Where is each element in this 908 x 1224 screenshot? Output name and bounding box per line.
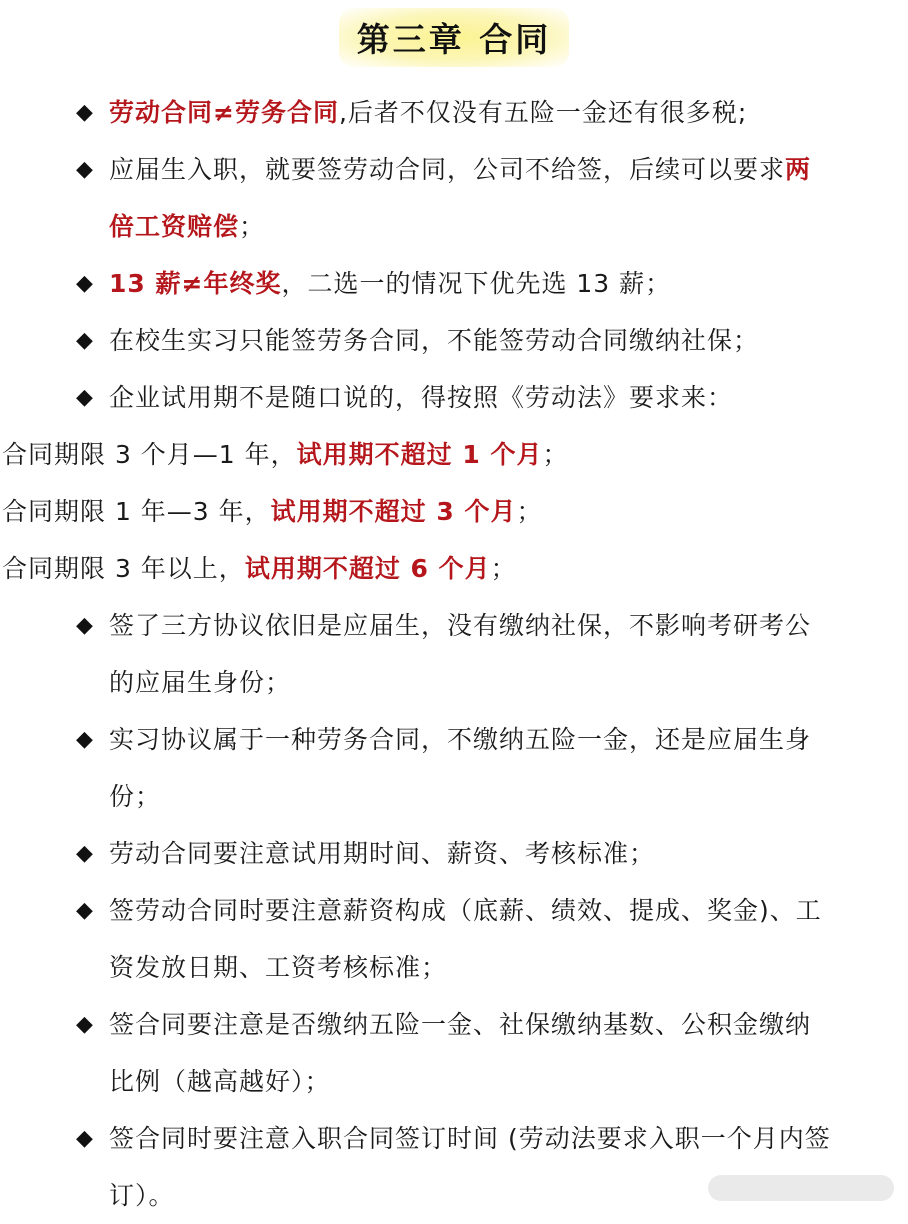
item-text: 企业试用期不是随口说的，得按照《劳动法》要求来：	[109, 383, 734, 412]
item-text: 劳动合同要注意试用期时间、薪资、考核标准；	[109, 839, 656, 868]
list-item	[72, 711, 832, 825]
diamond-bullet-icon: ◆	[76, 1012, 94, 1037]
probation-term: 合同期限 3 个月—1 年，	[2, 440, 297, 469]
content-body	[2, 84, 832, 1224]
probation-rules	[2, 426, 832, 597]
probation-line	[2, 483, 832, 540]
watermark	[708, 1175, 894, 1201]
item-text: 签了三方协议依旧是应届生，没有缴纳社保，不影响考研考公的应届生身份；	[109, 611, 812, 697]
list-item	[72, 1110, 832, 1224]
list-item	[72, 825, 832, 882]
item-text: ；	[239, 212, 266, 241]
list-item	[72, 255, 832, 312]
punctuation: ；	[516, 497, 543, 526]
item-text: 实习协议属于一种劳务合同，不缴纳五险一金，还是应届生身份；	[109, 725, 812, 811]
diamond-bullet-icon: ◆	[76, 613, 94, 638]
list-item	[72, 597, 832, 711]
diamond-bullet-icon: ◆	[76, 1126, 94, 1151]
probation-line	[2, 540, 832, 597]
diamond-bullet-icon: ◆	[76, 328, 94, 353]
diamond-bullet-icon: ◆	[76, 385, 94, 410]
probation-line	[2, 426, 832, 483]
highlight-text: 13 薪≠年终奖	[109, 269, 282, 298]
diamond-bullet-icon: ◆	[76, 727, 94, 752]
list-item	[72, 369, 832, 426]
highlight-text: 两倍工资赔偿	[109, 155, 812, 241]
item-text: 签合同要注意是否缴纳五险一金、社保缴纳基数、公积金缴纳比例（越高越好）；	[109, 1010, 812, 1096]
probation-limit: 试用期不超过 3 个月	[270, 497, 517, 526]
probation-limit: 试用期不超过 1 个月	[296, 440, 543, 469]
diamond-bullet-icon: ◆	[76, 271, 94, 296]
item-text: 签合同时要注意入职合同签订时间 (劳动法要求入职一个月内签订）。	[109, 1124, 831, 1210]
punctuation: ；	[490, 554, 517, 583]
item-text: 应届生入职，就要签劳动合同，公司不给签，后续可以要求	[109, 155, 786, 184]
item-text: 在校生实习只能签劳务合同，不能签劳动合同缴纳社保；	[109, 326, 760, 355]
chapter-title: 第三章 合同	[339, 8, 570, 67]
highlight-text: 劳动合同≠劳务合同	[109, 98, 339, 127]
item-text: ,后者不仅没有五险一金还有很多税;	[338, 98, 748, 127]
probation-term: 合同期限 1 年—3 年，	[2, 497, 271, 526]
diamond-bullet-icon: ◆	[76, 841, 94, 866]
punctuation: ；	[542, 440, 569, 469]
diamond-bullet-icon: ◆	[76, 157, 94, 182]
item-text: ，二选一的情况下优先选 13 薪；	[281, 269, 672, 298]
title-area	[0, 8, 908, 67]
list-item	[72, 141, 832, 255]
probation-limit: 试用期不超过 6 个月	[244, 554, 491, 583]
list-item	[72, 84, 832, 141]
list-item	[72, 996, 832, 1110]
diamond-bullet-icon: ◆	[76, 898, 94, 923]
diamond-bullet-icon: ◆	[76, 100, 94, 125]
probation-term: 合同期限 3 年以上，	[2, 554, 245, 583]
item-text: 签劳动合同时要注意薪资构成（底薪、绩效、提成、奖金)、工资发放日期、工资考核标准；	[109, 896, 822, 982]
list-item	[72, 882, 832, 996]
list-item	[72, 312, 832, 369]
